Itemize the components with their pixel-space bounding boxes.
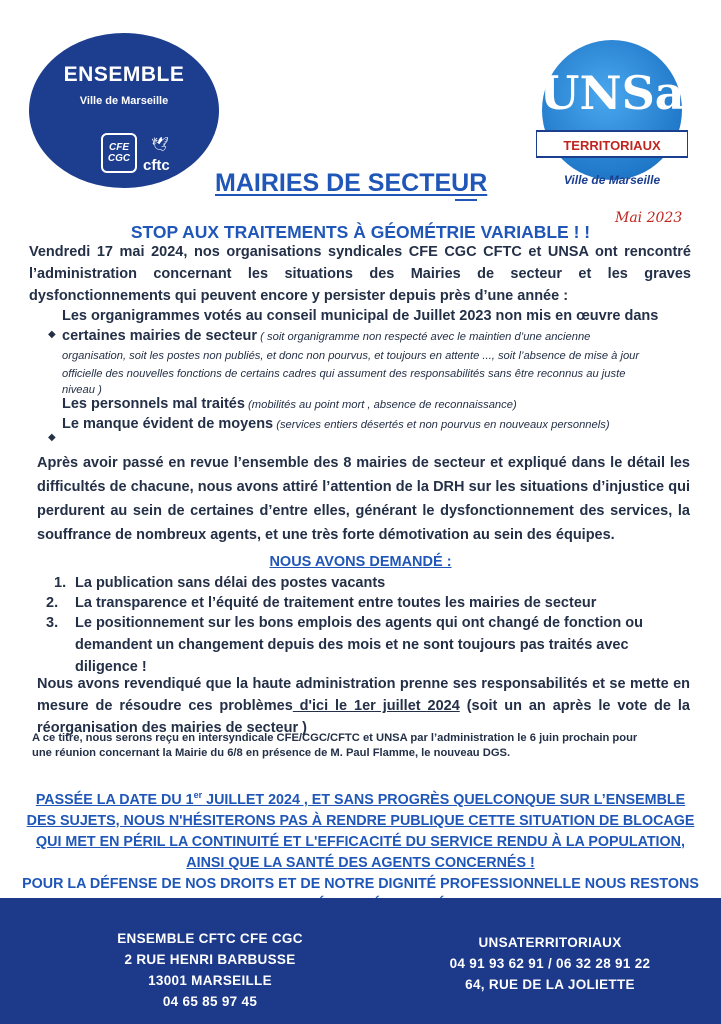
bullet-icon: ◆	[48, 432, 56, 443]
call-to-action	[0, 785, 721, 916]
claim-text: (soit un an après le vote de la	[459, 698, 690, 714]
footer-line: 13001 MARSEILLE	[148, 973, 272, 988]
deadline-text: d'ici le 1er juillet 2024	[292, 698, 460, 714]
bullet-text: Les organigrammes votés au conseil municipal de Juillet 2023 non mis en œuvre dans	[62, 308, 659, 324]
list-item	[62, 325, 690, 348]
demand-text: Le positionnement sur les bons emplois des agents qui ont changé de fonction ou	[75, 615, 643, 631]
bullet-text: Le manque évident de moyens	[62, 416, 274, 432]
demand-number: 1.	[54, 575, 67, 591]
cta-line	[0, 785, 721, 811]
bullet-note: officielle des nouvelles fonctions de certains cadres qui assument des responsabilités sans être reconnus au juste	[62, 368, 626, 380]
footer-line: 64, RUE DE LA JOLIETTE	[465, 977, 635, 992]
claim-line	[37, 695, 690, 717]
dove-icon: 🕊	[151, 137, 169, 153]
unsa-logo	[536, 38, 688, 190]
list-item	[62, 413, 690, 436]
bullet-note: ( soit organigramme non respecté avec le maintien d’une ancienne	[257, 331, 591, 343]
page-subtitle: STOP AUX TRAITEMENTS À GÉOMÉTRIE VARIABLE ! !	[130, 222, 591, 242]
intro-paragraph	[29, 241, 691, 307]
footer-contact-unsa	[425, 932, 675, 995]
cta-line: POUR LA DÉFENSE DE NOS DROITS ET DE NOTRE DIGNITÉ PROFESSIONNELLE NOUS RESTONS	[22, 875, 699, 892]
intro-line: dysfonctionnements qui peuvent encore y persister depuis près d’une année :	[29, 288, 569, 304]
meeting-line: A ce titre, nous serons reçu en intersyndicale CFE/CGC/CFTC et UNSA par l’administration le 6 juin prochain pour	[32, 732, 638, 744]
demand-text: La transparence et l’équité de traitement entre toutes les mairies de secteur	[75, 595, 597, 611]
claim-line: réorganisation des mairies de secteur )	[37, 720, 307, 736]
review-line: souffrance de nombreux agents, et une très forte démotivation au sein des équipes.	[37, 527, 615, 543]
bullet-note: organisation, soit les postes non publiés, et donc non pourvus, et toujours en attente ..., soit l’absence de mise à jour	[62, 350, 640, 362]
ensemble-logo-subtitle: Ville de Marseille	[79, 95, 169, 107]
bullet-text: certaines mairies de secteur	[62, 328, 258, 344]
bullet-note: (mobilités au point mort , absence de reconnaissance)	[244, 399, 517, 411]
cfe-cgc-text: CFE CGC	[107, 142, 131, 164]
demand-text: demandent un changement depuis des mois et ne sont toujours pas traités avec diligence !	[75, 637, 629, 675]
review-line: difficultés de chacune, nous avons attiré l’attention de la DRH sur les situations d’injustice qui	[37, 479, 690, 495]
intro-line: Vendredi 17 mai 2024, nos organisations syndicales CFE CGC CFTC et UNSA ont rencontré	[29, 244, 691, 260]
ensemble-logo	[29, 33, 219, 188]
ensemble-logo-name: ENSEMBLE	[63, 63, 185, 86]
cta-text: PASSÉE LA DATE DU 1	[35, 791, 194, 808]
cta-superscript: er	[193, 790, 203, 800]
cta-line: AINSI QUE LA SANTÉ DES AGENTS CONCERNÉS !	[186, 854, 535, 871]
bullet-note: niveau )	[62, 384, 102, 396]
date-tag: Mai 2023	[615, 210, 683, 226]
unsa-city-text: Ville de Marseille	[563, 173, 661, 187]
cta-line: QUI MET EN PÉRIL LA CONTINUITÉ ET L'EFFICACITÉ DU SERVICE RENDU À LA POPULATION,	[36, 833, 685, 850]
claim-text: mesure de résoudre ces problèmes	[37, 698, 293, 714]
footer-line: 04 91 93 62 91 / 06 32 28 91 22	[449, 956, 651, 971]
footer-line: 2 RUE HENRI BARBUSSE	[124, 952, 296, 967]
page-title: MAIRIES DE SECTEUR	[215, 169, 488, 197]
cta-line: DES SUJETS, NOUS N'HÉSITERONS PAS À RENDRE PUBLIQUE CETTE SITUATION DE BLOCAGE	[26, 812, 695, 829]
bullet-icon: ◆	[48, 329, 56, 340]
demand-number: 2.	[46, 595, 59, 611]
list-item	[62, 305, 690, 327]
demand-number: 3.	[46, 615, 59, 631]
review-line: Après avoir passé en revue l’ensemble des 8 mairies de secteur et expliqué dans le détail les	[37, 455, 690, 471]
footer-line: ENSEMBLE CFTC CFE CGC	[117, 931, 303, 946]
bullet-text: Les personnels mal traités	[62, 396, 245, 412]
cftc-logo: cftc	[143, 157, 170, 174]
footer-line: UNSATERRITORIAUX	[478, 935, 622, 950]
claim-paragraph	[37, 673, 690, 739]
meeting-line: une réunion concernant la Mairie du 6/8 en présence de M. Paul Flamme, le nouveau DGS.	[32, 747, 511, 759]
footer-line: 04 65 85 97 45	[162, 994, 258, 1009]
claim-line: Nous avons revendiqué que la haute administration prenne ses responsabilités et se mette en	[37, 676, 690, 692]
title-underline	[455, 199, 477, 201]
footer-contact-ensemble	[110, 928, 310, 1012]
demand-text: La publication sans délai des postes vacants	[75, 575, 386, 591]
review-line: perdurent au sein de certaines d’entre elles, générant le dysfonctionnement des services, la	[37, 503, 690, 519]
demands-title: NOUS AVONS DEMANDÉ :	[269, 554, 452, 570]
unsa-logo-name: UNSa	[539, 66, 685, 120]
cta-text: JUILLET 2024 , ET SANS PROGRÈS QUELCONQUE SUR L’ENSEMBLE	[202, 791, 686, 808]
unsa-banner-text: TERRITORIAUX	[563, 138, 661, 153]
meeting-paragraph	[32, 731, 692, 761]
unsa-emblem	[536, 38, 688, 190]
bullet-note: (services entiers désertés et non pourvus en nouveaux personnels)	[273, 419, 610, 431]
cfe-cgc-logo	[101, 133, 137, 173]
review-paragraph	[37, 451, 690, 547]
intro-line: l’administration concernant les situations des Mairies de secteur et les graves	[29, 266, 691, 282]
